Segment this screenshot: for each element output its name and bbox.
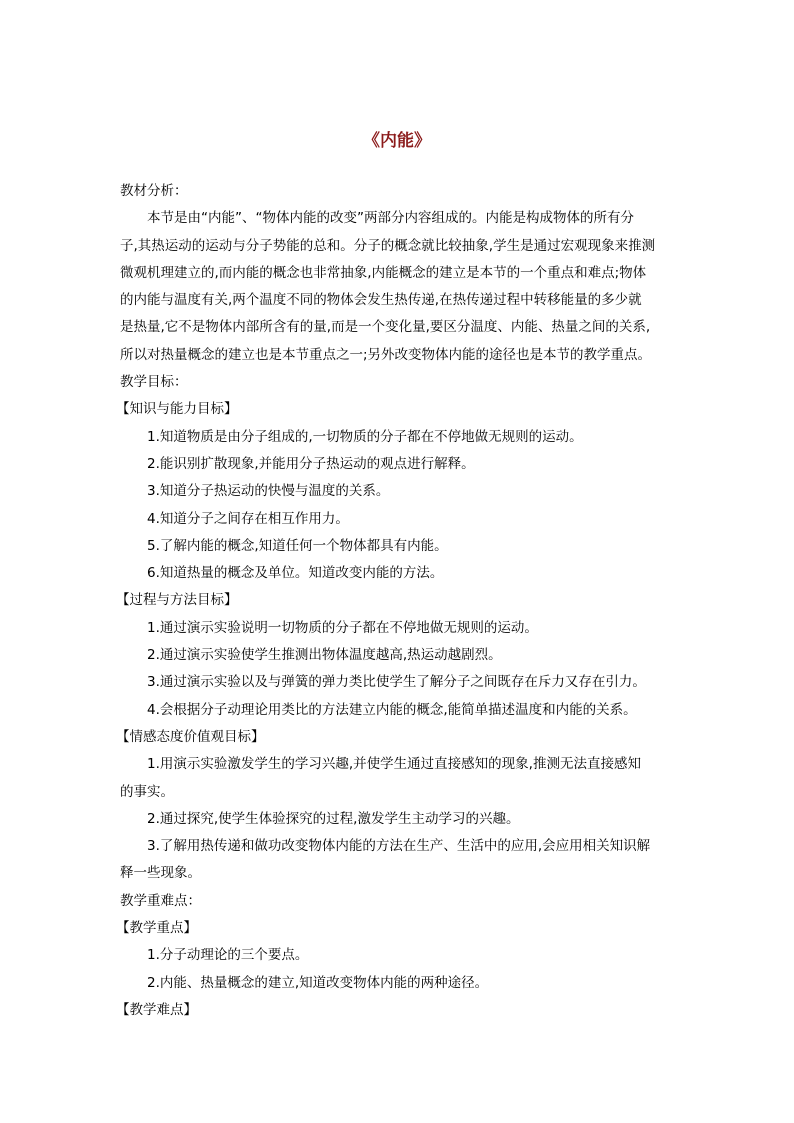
document-body: [116, 178, 680, 1024]
knowledge-goal-item: 6.知道热量的概念及单位。知道改变内能的方法。: [147, 565, 444, 582]
key-difficult-heading: 教学重难点：: [120, 892, 201, 909]
analysis-heading: 教材分析：: [120, 183, 188, 199]
key-point-item: 2.内能、热量概念的建立,知道改变物体内能的两种途径。: [147, 974, 489, 991]
analysis-line: 本节是由“内能”、“物体内能的改变”两部分内容组成的。内能是构成物体的所有分: [147, 210, 634, 227]
process-goal-item: 4.会根据分子动理论用类比的方法建立内能的概念,能简单描述温度和内能的关系。: [147, 701, 637, 718]
analysis-line: 所以对热量概念的建立也是本节重点之一;另外改变物体内能的途径也是本节的教学重点。: [120, 346, 652, 363]
process-goal-item: 3.通过演示实验以及与弹簧的弹力类比使学生了解分子之间既存在斥力又存在引力。: [147, 674, 646, 691]
process-goal-item: 2.通过演示实验使学生推测出物体温度越高,热运动越剧烈。: [147, 647, 502, 664]
emotion-goal-item: 1.用演示实验激发学生的学习兴趣,并使学生通过直接感知的现象,推测无法直接感知: [147, 756, 641, 773]
process-goals-label: 【过程与方法目标】: [116, 592, 238, 609]
knowledge-goal-item: 4.知道分子之间存在相互作用力。: [147, 510, 349, 527]
emotion-goal-item: 2.通过探究,使学生体验探究的过程,激发学生主动学习的兴趣。: [147, 810, 520, 827]
analysis-line: 是热量,它不是物体内部所含有的量,而是一个变化量,要区分温度、内能、热量之间的关系,: [120, 319, 651, 336]
process-goal-item: 1.通过演示实验说明一切物质的分子都在不停地做无规则的运动。: [147, 619, 538, 636]
knowledge-goal-item: 3.知道分子热运动的快慢与温度的关系。: [147, 483, 390, 500]
document-title: 《内能》: [363, 131, 431, 151]
knowledge-goal-item: 1.知道物质是由分子组成的,一切物质的分子都在不停地做无规则的运动。: [147, 428, 583, 445]
analysis-line: 的内能与温度有关,两个温度不同的物体会发生热传递,在热传递过程中转移能量的多少就: [120, 292, 642, 309]
goals-heading: 教学目标：: [120, 374, 188, 391]
analysis-line: 子,其热运动的运动与分子势能的总和。分子的概念就比较抽象,学生是通过宏观现象来推测: [120, 237, 656, 254]
key-point-item: 1.分子动理论的三个要点。: [147, 947, 309, 964]
knowledge-goals-label: 【知识与能力目标】: [116, 401, 238, 418]
emotion-goal-item-continued: 释一些现象。: [120, 865, 201, 882]
knowledge-goal-item: 2.能识别扩散现象,并能用分子热运动的观点进行解释。: [147, 455, 475, 472]
emotion-goal-item: 3.了解用热传递和做功改变物体内能的方法在生产、生活中的应用,会应用相关知识解: [147, 838, 651, 855]
knowledge-goal-item: 5.了解内能的概念,知道任何一个物体都具有内能。: [147, 537, 448, 554]
emotion-goal-item-continued: 的事实。: [120, 783, 174, 800]
emotion-goals-label: 【情感态度价值观目标】: [116, 728, 265, 745]
difficult-points-label: 【教学难点】: [116, 1001, 197, 1018]
key-points-label: 【教学重点】: [116, 920, 197, 937]
analysis-line: 微观机理建立的,而内能的概念也非常抽象,内能概念的建立是本节的一个重点和难点;物体: [120, 264, 647, 281]
